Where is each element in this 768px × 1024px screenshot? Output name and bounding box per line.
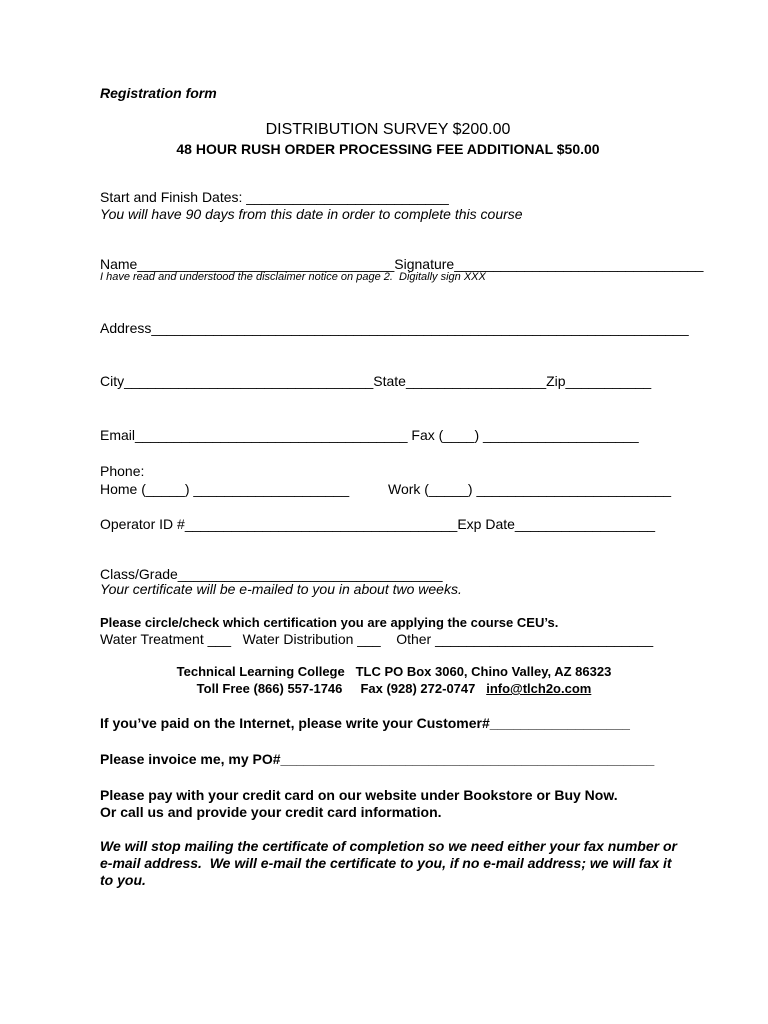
operator-id-field[interactable]: Operator ID #___________________________________Exp Date__________________ <box>100 516 656 532</box>
certification-prompt: Please circle/check which certification you are applying the course CEU’s. <box>100 615 559 630</box>
email-fax-field[interactable]: Email___________________________________ Fax (____) ____________________ <box>100 427 639 443</box>
page-title: DISTRIBUTION SURVEY $200.00 <box>265 121 511 138</box>
page-subtitle: 48 HOUR RUSH ORDER PROCESSING FEE ADDITIONAL $50.00 <box>176 141 600 157</box>
contact-address: Technical Learning College TLC PO Box 3060, Chino Valley, AZ 86323 <box>176 664 612 679</box>
dates-note: You will have 90 days from this date in order to complete this course <box>100 206 523 222</box>
home-phone-field[interactable]: Home (_____) ____________________ <box>100 481 350 497</box>
contact-email-link[interactable]: info@tlch2o.com <box>486 681 592 696</box>
notice-line-3: to you. <box>100 872 146 888</box>
credit-card-line-2: Or call us and provide your credit card information. <box>100 804 442 820</box>
registration-form-label: Registration form <box>100 85 217 101</box>
name-signature-field[interactable]: Name_________________________________Signature________________________________ <box>100 256 704 272</box>
invoice-po-field[interactable]: Please invoice me, my PO#________________________________________________ <box>100 751 655 767</box>
contact-phone: Toll Free (866) 557-1746 Fax (928) 272-0747 <box>196 681 487 696</box>
contact-phone-fax <box>0 682 768 695</box>
class-grade-field[interactable]: Class/Grade__________________________________ <box>100 566 443 582</box>
notice-line-1: We will stop mailing the certificate of completion so we need either your fax number or <box>100 838 677 854</box>
work-phone-field[interactable]: Work (_____) _________________________ <box>388 481 672 497</box>
notice-line-2: e-mail address. We will e-mail the certificate to you, if no e-mail address; we will fax it <box>100 855 672 871</box>
phone-label: Phone: <box>100 463 145 479</box>
certificate-note: Your certificate will be e-mailed to you in about two weeks. <box>100 581 462 597</box>
address-field[interactable]: Address_____________________________________________________________________ <box>100 320 689 336</box>
customer-number-field[interactable]: If you’ve paid on the Internet, please write your Customer#__________________ <box>100 715 630 731</box>
certification-options[interactable]: Water Treatment ___ Water Distribution ___ Other ____________________________ <box>100 631 654 647</box>
city-state-zip-field[interactable]: City________________________________State__________________Zip___________ <box>100 373 652 389</box>
disclaimer-note: I have read and understood the disclaimer notice on page 2. Digitally sign XXX <box>100 271 486 283</box>
credit-card-line-1: Please pay with your credit card on our website under Bookstore or Buy Now. <box>100 787 618 803</box>
dates-field[interactable]: Start and Finish Dates: __________________________ <box>100 189 449 205</box>
